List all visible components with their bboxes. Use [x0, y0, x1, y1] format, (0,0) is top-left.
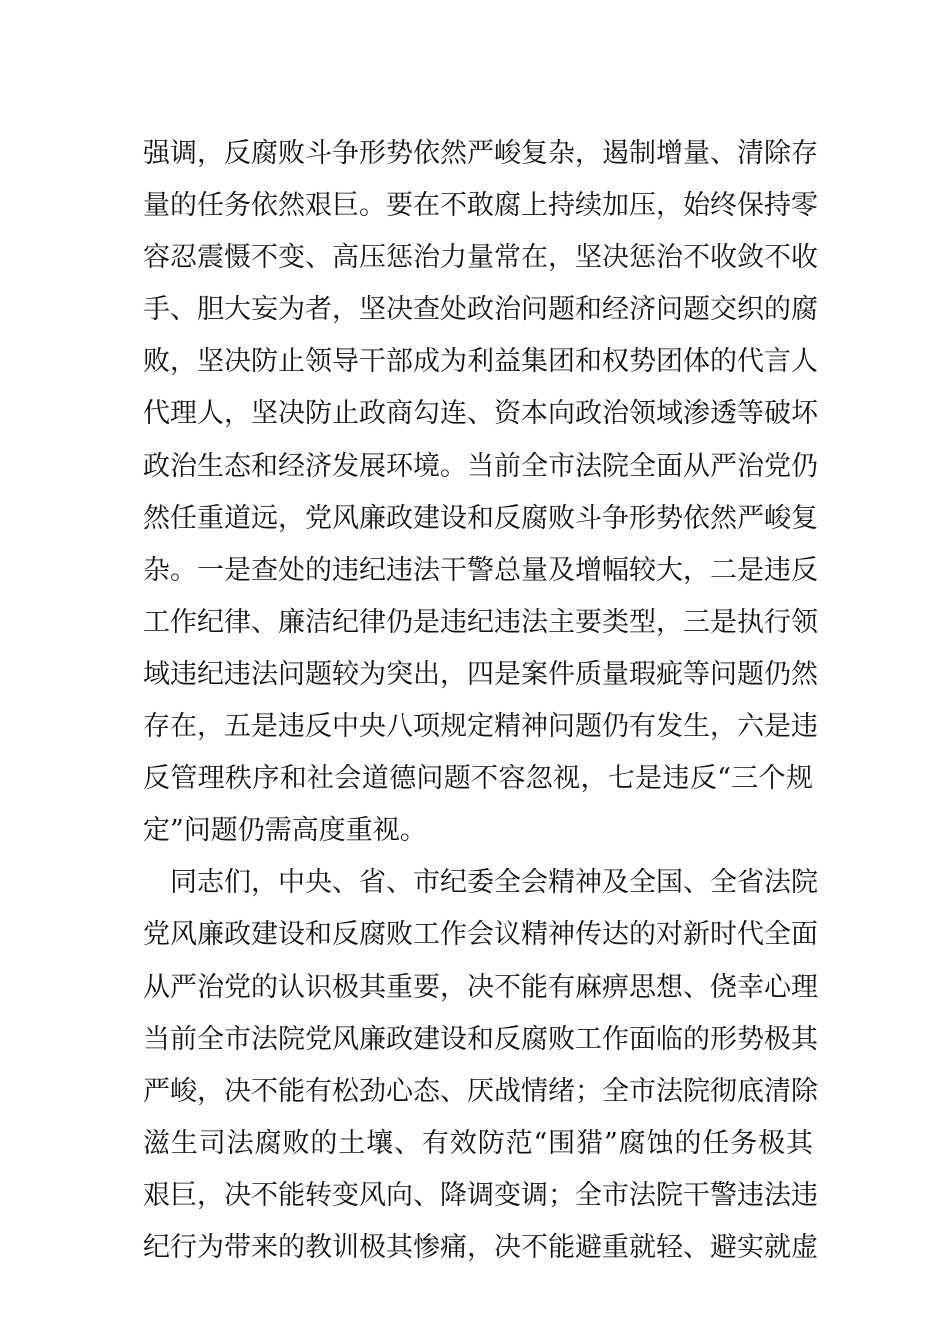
- body-text: [143, 128, 818, 1274]
- text-line: 纪行为带来的教训极其惨痛，决不能避重就轻、避实就虚: [143, 1231, 818, 1263]
- text-line: 强调，反腐败斗争形势依然严峻复杂，遏制增量、清除存: [143, 138, 818, 169]
- text-line: 从严治党的认识极其重要，决不能有麻痹思想、侥幸心理: [143, 971, 818, 1003]
- text-line: 政治生态和经济发展环境。当前全市法院全面从严治党仍: [143, 450, 818, 482]
- text-line: 手、胆大妄为者，坚决查处政治问题和经济问题交织的腐: [143, 294, 818, 326]
- text-line: 容忍震慑不变、高压惩治力量常在，坚决惩治不收敛不收: [143, 242, 818, 274]
- text-line: 败，坚决防止领导干部成为利益集团和权势团体的代言人: [143, 346, 818, 378]
- text-line: 艰巨，决不能转变风向、降调变调；全市法院干警违法违: [143, 1179, 818, 1211]
- paragraph-2: [143, 857, 818, 1274]
- text-line: 代理人，坚决防止政商勾连、资本向政治领域渗透等破坏: [143, 398, 818, 430]
- paragraph-1: [143, 128, 818, 857]
- text-line: 滋生司法腐败的土壤、有效防范“围猎”腐蚀的任务极其: [143, 1127, 813, 1159]
- text-line: 域违纪违法问题较为突出，四是案件质量瑕疵等问题仍然: [143, 658, 818, 690]
- text-line: 反管理秩序和社会道德问题不容忽视，七是违反“三个规: [143, 763, 813, 795]
- text-line: 杂。一是查处的违纪违法干警总量及增幅较大，二是违反: [143, 554, 818, 586]
- text-line: 严峻，决不能有松劲心态、厌战情绪；全市法院彻底清除: [143, 1075, 818, 1107]
- text-line: 量的任务依然艰巨。要在不敢腐上持续加压，始终保持零: [143, 190, 818, 222]
- text-line: 定”问题仍需高度重视。: [143, 815, 427, 847]
- text-line: 同志们，中央、省、市纪委全会精神及全国、全省法院: [143, 867, 818, 899]
- text-line: 然任重道远，党风廉政建设和反腐败斗争形势依然严峻复: [143, 502, 818, 534]
- text-line: 存在，五是违反中央八项规定精神问题仍有发生，六是违: [143, 711, 818, 743]
- text-line: 当前全市法院党风廉政建设和反腐败工作面临的形势极其: [143, 1023, 818, 1055]
- text-line: 党风廉政建设和反腐败工作会议精神传达的对新时代全面: [143, 919, 818, 951]
- text-line: 工作纪律、廉洁纪律仍是违纪违法主要类型，三是执行领: [143, 606, 818, 638]
